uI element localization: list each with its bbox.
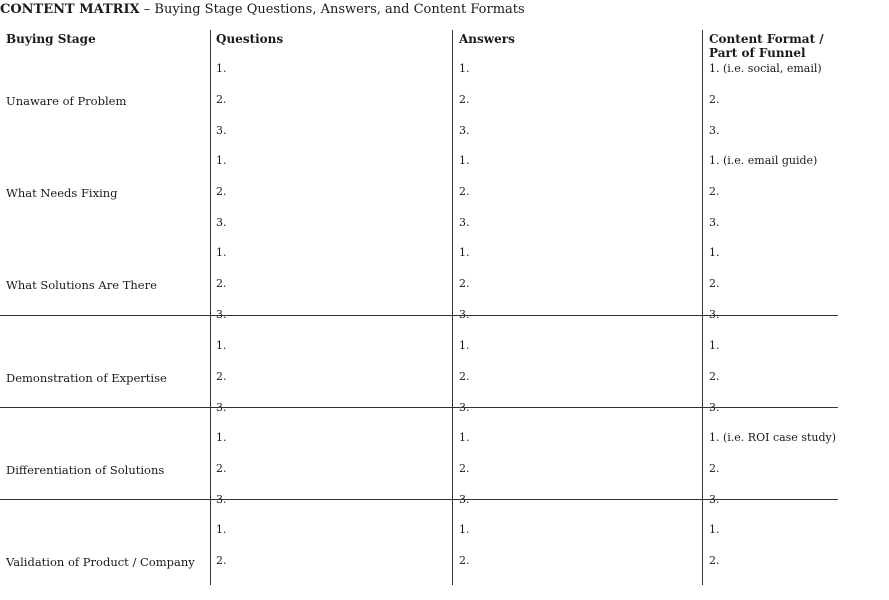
answer-item: 1. (459, 431, 470, 444)
row-divider (0, 499, 838, 500)
header-answers: Answers (459, 32, 515, 46)
question-item: 1. (216, 246, 227, 259)
format-item: 1. (709, 523, 720, 536)
format-item: 1. (709, 339, 720, 352)
format-item: 1. (709, 246, 720, 259)
format-item: 2. (709, 185, 720, 198)
question-item: 1. (216, 62, 227, 75)
title-rest: – Buying Stage Questions, Answers, and Content Formats (139, 2, 525, 17)
question-item: 1. (216, 431, 227, 444)
answer-item: 2. (459, 277, 470, 290)
question-item: 2. (216, 370, 227, 383)
header-content-format (709, 32, 824, 60)
column-divider-answers (452, 30, 453, 585)
column-divider-questions (210, 30, 211, 585)
question-item: 2. (216, 93, 227, 106)
stage-label: What Needs Fixing (6, 186, 118, 200)
stage-label: Unaware of Problem (6, 94, 127, 108)
format-item: 3. (709, 124, 720, 137)
stage-label: Validation of Product / Company (6, 555, 195, 569)
question-item: 3. (216, 124, 227, 137)
header-questions: Questions (216, 32, 284, 46)
format-item: 2. (709, 554, 720, 567)
question-item (216, 493, 227, 507)
answer-item: 2. (459, 554, 470, 567)
answer-item: 2. (459, 185, 470, 198)
header-buying-stage: Buying Stage (6, 32, 96, 46)
format-item: 1. (i.e. social, email) (709, 62, 822, 75)
format-item: 2. (709, 370, 720, 383)
document-title (0, 2, 525, 17)
format-item: 3. (709, 216, 720, 229)
question-item: 3. (216, 216, 227, 229)
row-divider (0, 407, 838, 408)
question-item: 1. (216, 339, 227, 352)
stage-label: Differentiation of Solutions (6, 463, 165, 477)
format-item: 2. (709, 277, 720, 290)
question-item: 1. (216, 523, 227, 536)
header-content-format-line1: Content Format / (709, 32, 824, 46)
answer-item: 3. (459, 216, 470, 229)
format-item: 1. (i.e. email guide) (709, 154, 818, 167)
answer-item: 1. (459, 62, 470, 75)
answer-item (459, 401, 470, 415)
question-item (216, 401, 227, 415)
answer-item: 3. (459, 124, 470, 137)
answer-item: 1. (459, 154, 470, 167)
column-divider-format (702, 30, 703, 585)
question-item: 2. (216, 554, 227, 567)
stage-label: What Solutions Are There (6, 278, 157, 292)
answer-item: 1. (459, 523, 470, 536)
answer-item: 2. (459, 370, 470, 383)
format-item: 2. (709, 93, 720, 106)
answer-item: 2. (459, 462, 470, 475)
question-item: 2. (216, 462, 227, 475)
question-item: 2. (216, 277, 227, 290)
stage-label: Demonstration of Expertise (6, 371, 167, 385)
title-bold: CONTENT MATRIX (0, 2, 140, 17)
answer-item: 2. (459, 93, 470, 106)
format-item (709, 493, 720, 507)
format-item: 2. (709, 462, 720, 475)
header-content-format-line2: Part of Funnel (709, 46, 806, 60)
row-divider (0, 315, 838, 316)
question-item: 2. (216, 185, 227, 198)
format-item: 1. (i.e. ROI case study) (709, 431, 837, 444)
answer-item (459, 493, 470, 507)
question-item: 1. (216, 154, 227, 167)
answer-item: 1. (459, 339, 470, 352)
answer-item: 1. (459, 246, 470, 259)
format-item (709, 401, 720, 415)
